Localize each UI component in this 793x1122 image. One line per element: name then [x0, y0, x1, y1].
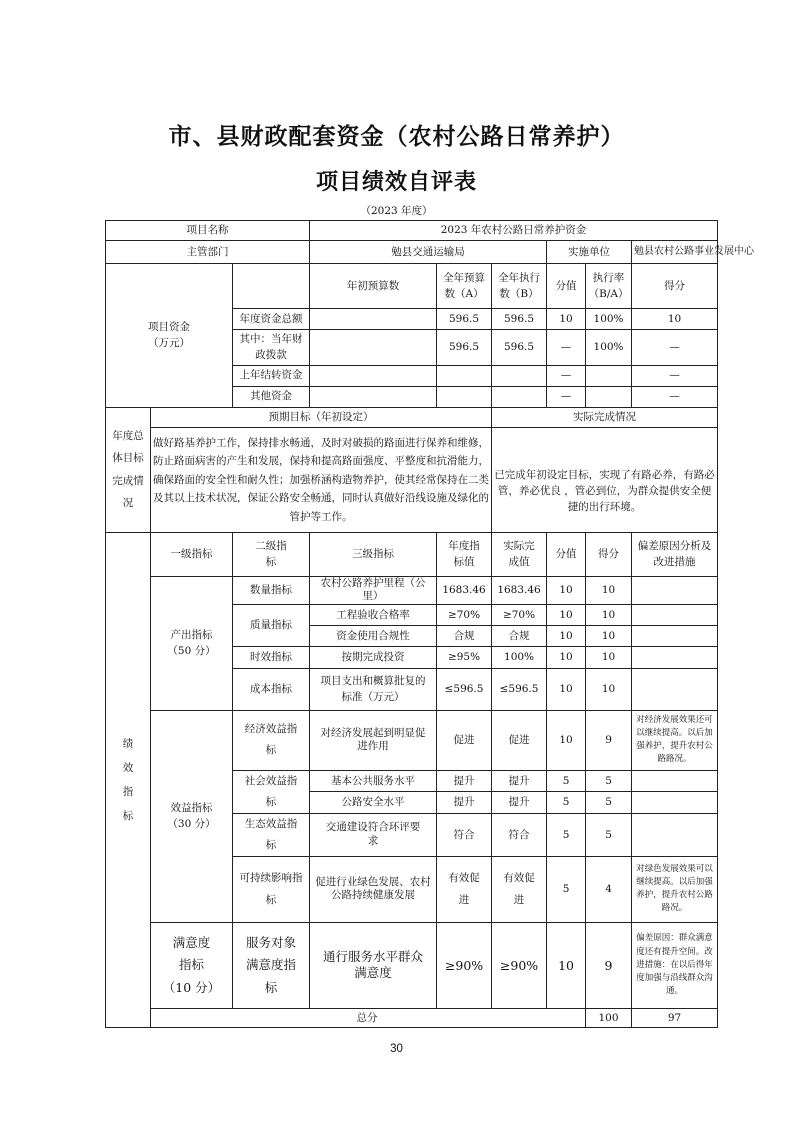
funds-row-label: 其中：当年财政拨款: [233, 330, 310, 366]
deviation: [632, 813, 718, 856]
score: 9: [586, 710, 632, 770]
funds-row-score: —: [632, 365, 718, 386]
impl-unit-label: 实施单位: [547, 241, 632, 264]
funds-row-annual: 596.5: [437, 309, 492, 330]
score-value: 5: [547, 813, 586, 856]
score: 5: [586, 792, 632, 814]
actual-value: 符合: [492, 813, 547, 856]
funds-row-scorevalue: —: [547, 330, 586, 366]
funds-header-annual: 全年预算数（A）: [437, 264, 492, 309]
funds-row-rate: [586, 365, 632, 386]
funds-row-annual: [437, 365, 492, 386]
actual-value: 有效促进: [492, 856, 547, 922]
total-label: 总分: [151, 1008, 586, 1027]
project-name-label: 项目名称: [106, 221, 310, 241]
header-target: 年度指标值: [437, 532, 492, 576]
goals-expected-header: 预期目标（年初设定）: [151, 407, 492, 427]
header-score: 得分: [586, 532, 632, 576]
target-value: 1683.46: [437, 576, 492, 604]
funds-row-initial: [310, 309, 437, 330]
goals-actual-header: 实际完成情况: [492, 407, 718, 427]
funds-row-executed: 596.5: [492, 330, 547, 366]
funds-row-executed: [492, 386, 547, 407]
deviation-note: 偏差原因：群众满意度还有提升空间。改进措施：在以后得年度加强与沿线群众沟通。: [632, 922, 718, 1008]
impl-unit-value: 勉县农村公路事业发展中心: [632, 241, 718, 264]
score-value: 10: [547, 625, 586, 646]
actual-value: 1683.46: [492, 576, 547, 604]
funds-row-scorevalue: —: [547, 386, 586, 407]
deviation: [632, 576, 718, 604]
indicators-section-label: [106, 532, 151, 1028]
funds-header-score: 得分: [632, 264, 718, 309]
actual-value: 提升: [492, 792, 547, 814]
l3-indicator: 通行服务水平群众满意度: [310, 922, 437, 1008]
header-deviation: 偏差原因分析及改进措施: [632, 532, 718, 576]
satisfaction-l2: 服务对象满意度指标: [233, 922, 310, 1008]
actual-value: ≥70%: [492, 604, 547, 625]
funds-row-label: 年度资金总额: [233, 309, 310, 330]
document-subtitle: 项目绩效自评表: [315, 169, 477, 195]
score: 5: [586, 813, 632, 856]
deviation: [632, 604, 718, 625]
funds-row-rate: [586, 386, 632, 407]
score: 9: [586, 922, 632, 1008]
funds-row-score: —: [632, 386, 718, 407]
benefit-points: （30 分）: [167, 818, 216, 831]
l3-indicator: 基本公共服务水平: [310, 770, 437, 792]
cost-indicator: 成本指标: [233, 668, 310, 710]
timeliness-indicator: 时效指标: [233, 646, 310, 668]
economic-indicator: 经济效益指标: [233, 710, 310, 770]
target-value: 提升: [437, 792, 492, 814]
funds-label: [106, 264, 233, 408]
deviation: [632, 770, 718, 792]
target-value: 促进: [437, 710, 492, 770]
funds-row-annual: [437, 386, 492, 407]
output-indicator: [151, 576, 233, 710]
funds-row-initial: [310, 365, 437, 386]
actual-value: ≥90%: [492, 922, 547, 1008]
document-title: 市、县财政配套资金（农村公路日常养护）: [168, 123, 625, 150]
funds-label-line2: （万元）: [148, 337, 190, 350]
score-value: 10: [547, 710, 586, 770]
deviation-note: 对绿色发展效果可以继续提高。以后加强养护，提升农村公路路况。: [632, 856, 718, 922]
funds-row-label: 上年结转资金: [233, 365, 310, 386]
indicators-section-text: 绩效指标: [122, 737, 134, 822]
l3-indicator: 公路安全水平: [310, 792, 437, 814]
l3-indicator: 促进行业绿色发展、农村公路持续健康发展: [310, 856, 437, 922]
goals-label: 年度总体目标完成情况: [106, 407, 151, 532]
l3-indicator: 按期完成投资: [310, 646, 437, 668]
funds-header-blank: [233, 264, 310, 309]
sustainable-indicator: 可持续影响指标: [233, 856, 310, 922]
funds-row-executed: 596.5: [492, 309, 547, 330]
deviation: [632, 625, 718, 646]
funds-header-initial: 年初预算数: [310, 264, 437, 309]
score: 5: [586, 770, 632, 792]
social-indicator: 社会效益指标: [233, 770, 310, 813]
funds-row-initial: [310, 330, 437, 366]
page-number: 30: [390, 1043, 403, 1055]
target-value: 符合: [437, 813, 492, 856]
satisfaction-label: 满意度指标: [172, 934, 211, 973]
benefit-indicator: [151, 710, 233, 922]
actual-value: 合规: [492, 625, 547, 646]
funds-row-scorevalue: 10: [547, 309, 586, 330]
funds-row-scorevalue: —: [547, 365, 586, 386]
funds-row-label: 其他资金: [233, 386, 310, 407]
score: 10: [586, 576, 632, 604]
score-value: 10: [547, 576, 586, 604]
output-label: 产出指标: [170, 628, 213, 641]
header-scorevalue: 分值: [547, 532, 586, 576]
quantity-indicator: 数量指标: [233, 576, 310, 604]
performance-table: [105, 220, 755, 1028]
actual-value: 促进: [492, 710, 547, 770]
funds-row-initial: [310, 386, 437, 407]
score: 4: [586, 856, 632, 922]
dept-value: 勉县交通运输局: [310, 241, 547, 264]
score-value: 10: [547, 604, 586, 625]
funds-label-line1: 项目资金: [148, 321, 190, 333]
goals-actual-text: 已完成年初设定目标，实现了有路必养，有路必管，养必优良 ，管必到位，为群众提供安全便捷的出行环境。: [492, 427, 718, 532]
actual-value: ≤596.5: [492, 668, 547, 710]
score: 10: [586, 646, 632, 668]
funds-row-score: 10: [632, 309, 718, 330]
l3-indicator: 农村公路养护里程（公里）: [310, 576, 437, 604]
goals-expected-text: 做好路基养护工作，保持排水畅通，及时对破损的路面进行保养和维修，防止路面病害的产生和发展，保持和提高路面强度、平整度和抗滑能力，确保路面的安全性和耐久性；加强桥涵构造物养护，使其经常保持在二类及其以上技术状况，保证公路安全畅通，同时认真做好沿线设施及绿化的管护等工作。: [151, 427, 492, 532]
funds-row-annual: 596.5: [437, 330, 492, 366]
l3-indicator: 工程验收合格率: [310, 604, 437, 625]
deviation: [632, 668, 718, 710]
score: 10: [586, 668, 632, 710]
actual-value: 提升: [492, 770, 547, 792]
l3-indicator: 项目支出和概算批复的标准（万元）: [310, 668, 437, 710]
satisfaction-indicator: [151, 922, 233, 1008]
funds-header-scorevalue: 分值: [547, 264, 586, 309]
total-score: 97: [632, 1008, 718, 1027]
score: 10: [586, 625, 632, 646]
score-value: 10: [547, 922, 586, 1008]
target-value: ≥95%: [437, 646, 492, 668]
header-level1: 一级指标: [151, 532, 233, 576]
target-value: ≥90%: [437, 922, 492, 1008]
quality-indicator: 质量指标: [233, 604, 310, 646]
l3-indicator: 交通建设符合环评要求: [310, 813, 437, 856]
score: 10: [586, 604, 632, 625]
score-value: 5: [547, 856, 586, 922]
deviation: [632, 646, 718, 668]
fiscal-year: （2023 年度）: [360, 205, 433, 217]
dept-label: 主管部门: [106, 241, 310, 264]
l3-indicator: 资金使用合规性: [310, 625, 437, 646]
score-value: 5: [547, 792, 586, 814]
total-score-value: 100: [586, 1008, 632, 1027]
ecological-indicator: 生态效益指标: [233, 813, 310, 856]
header-level3: 三级指标: [310, 532, 437, 576]
target-value: ≤596.5: [437, 668, 492, 710]
funds-row-score: —: [632, 330, 718, 366]
deviation: [632, 792, 718, 814]
score-value: 10: [547, 646, 586, 668]
target-value: 有效促进: [437, 856, 492, 922]
score-value: 5: [547, 770, 586, 792]
funds-header-executed: 全年执行数（B）: [492, 264, 547, 309]
target-value: 提升: [437, 770, 492, 792]
funds-header-rate: 执行率（B/A）: [586, 264, 632, 309]
funds-row-executed: [492, 365, 547, 386]
header-level2: 二级指标: [233, 532, 310, 576]
project-name-value: 2023 年农村公路日常养护资金: [310, 221, 718, 241]
target-value: ≥70%: [437, 604, 492, 625]
satisfaction-points: （10 分）: [162, 979, 221, 995]
output-points: （50 分）: [167, 645, 216, 658]
funds-row-rate: 100%: [586, 330, 632, 366]
funds-row-rate: 100%: [586, 309, 632, 330]
target-value: 合规: [437, 625, 492, 646]
deviation-note: 对经济发展效果还可以继续提高。以后加强养护，提升农村公路路况。: [632, 710, 718, 770]
benefit-label: 效益指标: [170, 802, 213, 815]
l3-indicator: 对经济发展起到明显促进作用: [310, 710, 437, 770]
score-value: 10: [547, 668, 586, 710]
actual-value: 100%: [492, 646, 547, 668]
header-actual: 实际完成值: [492, 532, 547, 576]
